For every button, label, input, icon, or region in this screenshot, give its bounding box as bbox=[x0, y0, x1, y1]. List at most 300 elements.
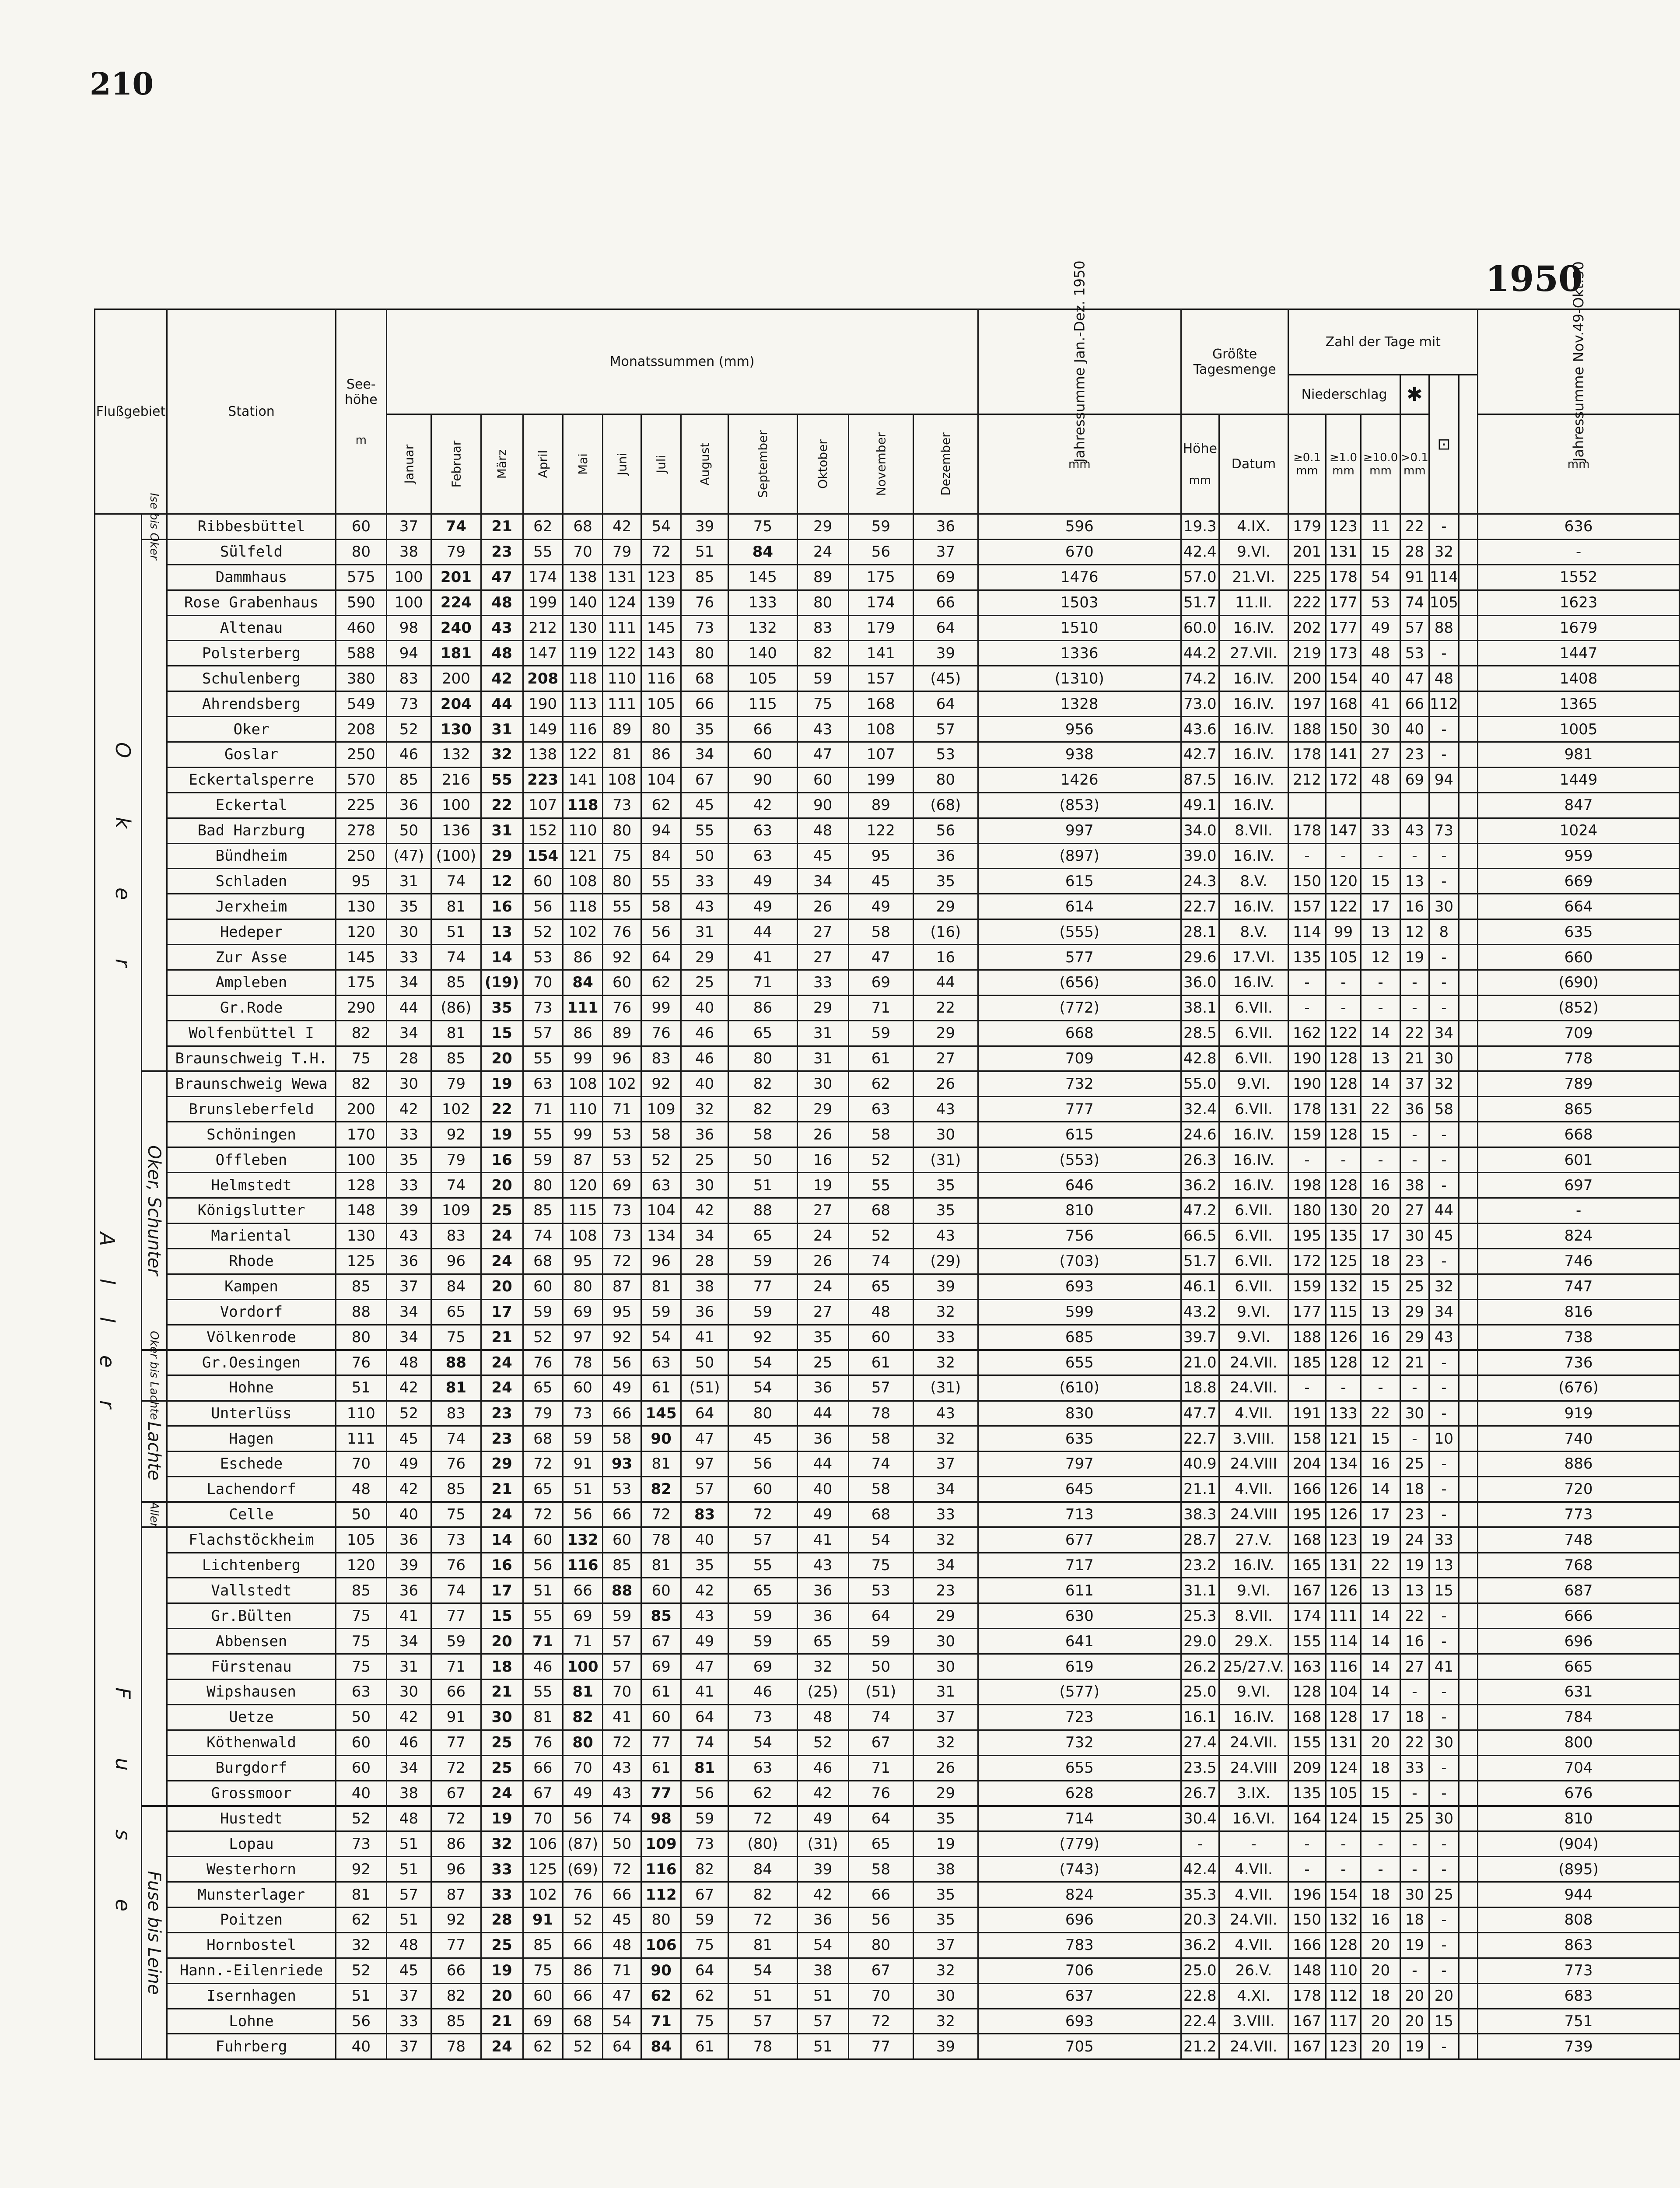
max-daily-date: 9.VI. bbox=[1219, 1299, 1288, 1325]
monthly-value: 87 bbox=[431, 1882, 481, 1907]
monthly-value: 78 bbox=[641, 1527, 681, 1553]
monthly-value: 70 bbox=[523, 970, 563, 996]
day-count: 126 bbox=[1326, 1578, 1361, 1603]
day-count: 17 bbox=[1361, 1704, 1400, 1730]
monthly-value: 57 bbox=[681, 1476, 728, 1502]
elevation: 82 bbox=[336, 1071, 387, 1097]
day-count: - bbox=[1400, 843, 1429, 869]
monthly-value: 25 bbox=[797, 1350, 848, 1375]
monthly-value: 18 bbox=[481, 1654, 523, 1680]
monthly-value: 73 bbox=[603, 1198, 641, 1224]
max-daily-amount: 21.2 bbox=[1181, 2034, 1219, 2059]
monthly-value: 72 bbox=[641, 539, 681, 565]
monthly-value: 16 bbox=[481, 1553, 523, 1578]
monthly-value: 54 bbox=[728, 1350, 798, 1375]
annual-total: 599 bbox=[978, 1299, 1181, 1325]
monthly-value: 23 bbox=[481, 539, 523, 565]
hydro-year-total: 919 bbox=[1478, 1401, 1680, 1426]
monthly-value: 57 bbox=[386, 1882, 431, 1907]
monthly-value: 24 bbox=[797, 1274, 848, 1299]
annual-total: 830 bbox=[978, 1401, 1181, 1426]
monthly-value: 29 bbox=[797, 514, 848, 540]
monthly-value: 45 bbox=[797, 843, 848, 869]
monthly-value: 212 bbox=[523, 615, 563, 641]
monthly-value: 90 bbox=[728, 767, 798, 792]
day-count: 14 bbox=[1361, 1020, 1400, 1046]
monthly-value: 77 bbox=[431, 1932, 481, 1958]
monthly-value: 80 bbox=[797, 590, 848, 615]
monthly-value: 14 bbox=[481, 945, 523, 970]
max-daily-amount: 49.1 bbox=[1181, 792, 1219, 818]
day-count bbox=[1459, 1704, 1477, 1730]
monthly-value: 20 bbox=[481, 1629, 523, 1654]
max-daily-amount: 29.0 bbox=[1181, 1629, 1219, 1654]
monthly-value: 24 bbox=[481, 1781, 523, 1806]
day-count: - bbox=[1429, 1679, 1459, 1704]
monthly-value: 62 bbox=[681, 1983, 728, 2009]
monthly-value: 36 bbox=[386, 1527, 431, 1553]
monthly-value: 32 bbox=[481, 742, 523, 768]
monthly-value: 99 bbox=[641, 995, 681, 1020]
monthly-value: 92 bbox=[603, 945, 641, 970]
day-count bbox=[1459, 641, 1477, 666]
monthly-value: 44 bbox=[797, 1401, 848, 1426]
monthly-value: 51 bbox=[386, 1907, 431, 1932]
hydro-year-total: 669 bbox=[1478, 869, 1680, 894]
annual-total: 696 bbox=[978, 1907, 1181, 1932]
monthly-value: 59 bbox=[728, 1248, 798, 1274]
hydro-year-total: 981 bbox=[1478, 742, 1680, 768]
day-count: - bbox=[1429, 1958, 1459, 1983]
monthly-value: 89 bbox=[797, 565, 848, 590]
monthly-value: 208 bbox=[523, 666, 563, 691]
day-count: 15 bbox=[1429, 2009, 1459, 2034]
monthly-value: 123 bbox=[641, 565, 681, 590]
table-row bbox=[95, 1502, 1680, 1527]
monthly-value: 43 bbox=[797, 1553, 848, 1578]
hydro-year-total: 664 bbox=[1478, 894, 1680, 919]
max-daily-amount: 26.3 bbox=[1181, 1147, 1219, 1173]
monthly-value: 108 bbox=[563, 1223, 602, 1248]
monthly-value: 55 bbox=[728, 1553, 798, 1578]
monthly-value: 115 bbox=[563, 1198, 602, 1224]
monthly-value: 42 bbox=[386, 1375, 431, 1401]
monthly-value: 57 bbox=[523, 1020, 563, 1046]
station-name: Vallstedt bbox=[167, 1578, 336, 1603]
day-count: 197 bbox=[1288, 691, 1326, 717]
monthly-value: 64 bbox=[603, 2034, 641, 2059]
monthly-value: 74 bbox=[431, 1426, 481, 1452]
monthly-value: 49 bbox=[728, 894, 798, 919]
max-daily-amount: 44.2 bbox=[1181, 641, 1219, 666]
monthly-value: 119 bbox=[563, 641, 602, 666]
monthly-value: 107 bbox=[848, 742, 914, 768]
monthly-value: 69 bbox=[523, 2009, 563, 2034]
day-count: 16 bbox=[1400, 1629, 1429, 1654]
table-row bbox=[95, 1046, 1680, 1071]
table-row bbox=[95, 792, 1680, 818]
day-count: 168 bbox=[1288, 1527, 1326, 1553]
hydro-year-total: 666 bbox=[1478, 1603, 1680, 1629]
monthly-value: 33 bbox=[386, 1122, 431, 1147]
day-count: 25 bbox=[1400, 1451, 1429, 1476]
day-count bbox=[1459, 1527, 1477, 1553]
monthly-value: 25 bbox=[481, 1755, 523, 1781]
max-daily-amount: 34.0 bbox=[1181, 818, 1219, 843]
day-count: 116 bbox=[1326, 1654, 1361, 1680]
monthly-value: 66 bbox=[563, 1932, 602, 1958]
monthly-value: 32 bbox=[681, 1097, 728, 1122]
monthly-value: 31 bbox=[386, 869, 431, 894]
monthly-value: 83 bbox=[431, 1223, 481, 1248]
monthly-value: 53 bbox=[603, 1476, 641, 1502]
day-count bbox=[1459, 843, 1477, 869]
monthly-value: 34 bbox=[386, 1299, 431, 1325]
subgroup-cell bbox=[141, 539, 167, 1071]
monthly-value: 53 bbox=[603, 1147, 641, 1173]
max-daily-date: 6.VII. bbox=[1219, 1274, 1288, 1299]
monthly-value: (80) bbox=[728, 1831, 798, 1857]
monthly-value: 179 bbox=[848, 615, 914, 641]
monthly-value: 56 bbox=[728, 1451, 798, 1476]
monthly-value: 67 bbox=[848, 1730, 914, 1755]
hydro-year-total: 687 bbox=[1478, 1578, 1680, 1603]
monthly-value: 64 bbox=[641, 945, 681, 970]
annual-total: 824 bbox=[978, 1882, 1181, 1907]
day-count: - bbox=[1429, 1401, 1459, 1426]
monthly-value: 37 bbox=[914, 1451, 978, 1476]
monthly-value: 63 bbox=[728, 1755, 798, 1781]
monthly-value: 70 bbox=[603, 1679, 641, 1704]
monthly-value: 49 bbox=[681, 1629, 728, 1654]
day-count: - bbox=[1400, 970, 1429, 996]
station-name: Köthenwald bbox=[167, 1730, 336, 1755]
monthly-value: 77 bbox=[641, 1781, 681, 1806]
monthly-value: 60 bbox=[523, 1983, 563, 2009]
table-row bbox=[95, 1629, 1680, 1654]
monthly-value: 31 bbox=[481, 717, 523, 742]
day-count: 22 bbox=[1400, 1603, 1429, 1629]
monthly-value: 25 bbox=[681, 970, 728, 996]
day-count: 201 bbox=[1288, 539, 1326, 565]
day-count bbox=[1459, 1248, 1477, 1274]
monthly-value: 51 bbox=[386, 1831, 431, 1857]
monthly-value: (51) bbox=[848, 1679, 914, 1704]
monthly-value: 136 bbox=[431, 818, 481, 843]
day-count: 13 bbox=[1361, 1299, 1400, 1325]
day-count: 15 bbox=[1361, 1426, 1400, 1452]
page-number: 210 bbox=[90, 66, 154, 102]
day-count: 112 bbox=[1429, 691, 1459, 717]
day-count: - bbox=[1429, 869, 1459, 894]
monthly-value: 69 bbox=[641, 1654, 681, 1680]
monthly-value: 71 bbox=[563, 1629, 602, 1654]
monthly-value: 65 bbox=[431, 1299, 481, 1325]
day-count: - bbox=[1429, 1857, 1459, 1882]
day-count: 20 bbox=[1361, 1958, 1400, 1983]
day-count: 128 bbox=[1326, 1071, 1361, 1097]
header-month-feb: Februar bbox=[431, 414, 481, 514]
max-daily-date: 6.VII. bbox=[1219, 995, 1288, 1020]
monthly-value: 31 bbox=[797, 1020, 848, 1046]
monthly-value: (29) bbox=[914, 1248, 978, 1274]
day-count bbox=[1459, 1299, 1477, 1325]
table-row bbox=[95, 1679, 1680, 1704]
day-count bbox=[1459, 1451, 1477, 1476]
day-count: 19 bbox=[1361, 1527, 1400, 1553]
max-daily-amount: 36.0 bbox=[1181, 970, 1219, 996]
monthly-value: 59 bbox=[797, 666, 848, 691]
day-count: 180 bbox=[1288, 1198, 1326, 1224]
monthly-value: 109 bbox=[641, 1831, 681, 1857]
monthly-value: 48 bbox=[386, 1932, 431, 1958]
monthly-value: 62 bbox=[523, 514, 563, 540]
day-count bbox=[1459, 1375, 1477, 1401]
monthly-value: 51 bbox=[523, 1578, 563, 1603]
elevation: 95 bbox=[336, 869, 387, 894]
day-count: - bbox=[1400, 1122, 1429, 1147]
monthly-value: 95 bbox=[848, 843, 914, 869]
monthly-value: 37 bbox=[386, 2034, 431, 2059]
annual-total: 685 bbox=[978, 1325, 1181, 1350]
annual-total: 646 bbox=[978, 1173, 1181, 1198]
monthly-value: 72 bbox=[603, 1730, 641, 1755]
monthly-value: 152 bbox=[523, 818, 563, 843]
day-count: 27 bbox=[1400, 1654, 1429, 1680]
monthly-value: 33 bbox=[386, 2009, 431, 2034]
monthly-value: 80 bbox=[681, 641, 728, 666]
max-daily-amount: 22.7 bbox=[1181, 894, 1219, 919]
monthly-value: 75 bbox=[603, 843, 641, 869]
monthly-value: 132 bbox=[728, 615, 798, 641]
max-daily-date: 24.VII. bbox=[1219, 1350, 1288, 1375]
monthly-value: 81 bbox=[523, 1704, 563, 1730]
annual-total: (779) bbox=[978, 1831, 1181, 1857]
monthly-value: 71 bbox=[848, 995, 914, 1020]
monthly-value: 54 bbox=[728, 1958, 798, 1983]
day-count: 120 bbox=[1326, 869, 1361, 894]
monthly-value: 73 bbox=[603, 1223, 641, 1248]
day-count bbox=[1326, 792, 1361, 818]
hydro-year-total: 1552 bbox=[1478, 565, 1680, 590]
annual-total: 713 bbox=[978, 1502, 1181, 1527]
day-count: 88 bbox=[1429, 615, 1459, 641]
monthly-value: 24 bbox=[797, 539, 848, 565]
max-daily-amount: 27.4 bbox=[1181, 1730, 1219, 1755]
elevation: 145 bbox=[336, 945, 387, 970]
annual-total: 1510 bbox=[978, 615, 1181, 641]
monthly-value: 34 bbox=[797, 869, 848, 894]
monthly-value: 34 bbox=[681, 742, 728, 768]
monthly-value: 75 bbox=[681, 2009, 728, 2034]
monthly-value: 72 bbox=[431, 1806, 481, 1831]
monthly-value: 17 bbox=[481, 1299, 523, 1325]
annual-total: (610) bbox=[978, 1375, 1181, 1401]
annual-total: (772) bbox=[978, 995, 1181, 1020]
day-count: 58 bbox=[1429, 1097, 1459, 1122]
station-name: Isernhagen bbox=[167, 1983, 336, 2009]
day-count: - bbox=[1361, 1831, 1400, 1857]
table-row bbox=[95, 717, 1680, 742]
monthly-value: 82 bbox=[728, 1097, 798, 1122]
annual-total: 614 bbox=[978, 894, 1181, 919]
monthly-value: 52 bbox=[797, 1730, 848, 1755]
monthly-value: 76 bbox=[603, 919, 641, 945]
elevation: 73 bbox=[336, 1831, 387, 1857]
monthly-value: 33 bbox=[481, 1857, 523, 1882]
station-name: Lachendorf bbox=[167, 1476, 336, 1502]
monthly-value: 58 bbox=[848, 1122, 914, 1147]
monthly-value: 111 bbox=[563, 995, 602, 1020]
monthly-value: 118 bbox=[563, 792, 602, 818]
annual-total: 611 bbox=[978, 1578, 1181, 1603]
day-count: 30 bbox=[1400, 1223, 1429, 1248]
monthly-value: 66 bbox=[431, 1958, 481, 1983]
hydro-year-total: 696 bbox=[1478, 1629, 1680, 1654]
hydro-year-total: 636 bbox=[1478, 514, 1680, 540]
header-jahressumme2-unit: mm bbox=[1478, 414, 1680, 514]
monthly-value: 16 bbox=[481, 894, 523, 919]
day-count: 114 bbox=[1288, 919, 1326, 945]
station-name: Celle bbox=[167, 1502, 336, 1527]
station-name: Fuhrberg bbox=[167, 2034, 336, 2059]
page-year: 1950 bbox=[1485, 258, 1583, 299]
monthly-value: 38 bbox=[914, 1857, 978, 1882]
elevation: 85 bbox=[336, 1578, 387, 1603]
table-row bbox=[95, 615, 1680, 641]
monthly-value: 57 bbox=[728, 1527, 798, 1553]
monthly-value: 60 bbox=[848, 1325, 914, 1350]
station-name: Fürstenau bbox=[167, 1654, 336, 1680]
monthly-value: 60 bbox=[603, 970, 641, 996]
table-row bbox=[95, 1831, 1680, 1857]
max-daily-date: 9.VI. bbox=[1219, 1679, 1288, 1704]
monthly-value: 87 bbox=[563, 1147, 602, 1173]
monthly-value: 69 bbox=[563, 1299, 602, 1325]
monthly-value: 53 bbox=[603, 1122, 641, 1147]
monthly-value: 46 bbox=[681, 1020, 728, 1046]
monthly-value: 69 bbox=[914, 565, 978, 590]
max-daily-date: 6.VII. bbox=[1219, 1248, 1288, 1274]
monthly-value: 37 bbox=[386, 1274, 431, 1299]
max-daily-date: 4.VII. bbox=[1219, 1882, 1288, 1907]
monthly-value: 68 bbox=[523, 1426, 563, 1452]
max-daily-amount: 28.7 bbox=[1181, 1527, 1219, 1553]
day-count: 22 bbox=[1361, 1097, 1400, 1122]
monthly-value: 74 bbox=[848, 1704, 914, 1730]
elevation: 75 bbox=[336, 1603, 387, 1629]
elevation: 81 bbox=[336, 1882, 387, 1907]
monthly-value: 61 bbox=[641, 1375, 681, 1401]
day-count: - bbox=[1400, 1375, 1429, 1401]
monthly-value: 82 bbox=[728, 1882, 798, 1907]
monthly-value: 35 bbox=[914, 869, 978, 894]
monthly-value: 104 bbox=[641, 767, 681, 792]
station-name: Lopau bbox=[167, 1831, 336, 1857]
monthly-value: 43 bbox=[386, 1223, 431, 1248]
monthly-value: 78 bbox=[728, 2034, 798, 2059]
monthly-value: 55 bbox=[523, 539, 563, 565]
monthly-value: 86 bbox=[563, 1020, 602, 1046]
day-count bbox=[1459, 1578, 1477, 1603]
elevation: 85 bbox=[336, 1274, 387, 1299]
day-count: - bbox=[1429, 1781, 1459, 1806]
monthly-value: 19 bbox=[914, 1831, 978, 1857]
monthly-value: 30 bbox=[481, 1704, 523, 1730]
monthly-value: 59 bbox=[523, 1147, 563, 1173]
day-count: 117 bbox=[1326, 2009, 1361, 2034]
monthly-value: 53 bbox=[848, 1578, 914, 1603]
day-count: 164 bbox=[1288, 1806, 1326, 1831]
max-daily-amount: 39.0 bbox=[1181, 843, 1219, 869]
station-name: Lohne bbox=[167, 2009, 336, 2034]
monthly-value: 21 bbox=[481, 1679, 523, 1704]
day-count: 53 bbox=[1361, 590, 1400, 615]
subgroup-label: Lachte bbox=[144, 1422, 164, 1481]
monthly-value: 30 bbox=[386, 919, 431, 945]
max-daily-amount: 22.4 bbox=[1181, 2009, 1219, 2034]
monthly-value: 66 bbox=[603, 1401, 641, 1426]
monthly-value: 92 bbox=[431, 1122, 481, 1147]
day-count: - bbox=[1429, 1502, 1459, 1527]
monthly-value: 29 bbox=[797, 995, 848, 1020]
table-row bbox=[95, 1173, 1680, 1198]
monthly-value: 50 bbox=[386, 818, 431, 843]
max-daily-date: 24.VIII bbox=[1219, 1755, 1288, 1781]
monthly-value: 25 bbox=[681, 1147, 728, 1173]
river-aller-cell bbox=[95, 514, 142, 2059]
table-row bbox=[95, 1527, 1680, 1553]
monthly-value: 63 bbox=[728, 818, 798, 843]
monthly-value: 107 bbox=[523, 792, 563, 818]
hydro-year-total: 660 bbox=[1478, 945, 1680, 970]
monthly-value: 145 bbox=[641, 1401, 681, 1426]
day-count: 114 bbox=[1326, 1629, 1361, 1654]
river-oker-label: O k e r bbox=[111, 742, 135, 993]
monthly-value: 57 bbox=[603, 1629, 641, 1654]
monthly-value: 71 bbox=[523, 1629, 563, 1654]
monthly-value: 100 bbox=[563, 1654, 602, 1680]
monthly-value: 65 bbox=[848, 1831, 914, 1857]
max-daily-date: 16.IV. bbox=[1219, 1173, 1288, 1198]
hydro-year-total: 816 bbox=[1478, 1299, 1680, 1325]
table-row bbox=[95, 1907, 1680, 1932]
day-count: 178 bbox=[1288, 742, 1326, 768]
monthly-value: 82 bbox=[681, 1857, 728, 1882]
annual-total: 628 bbox=[978, 1781, 1181, 1806]
hydro-year-total: 635 bbox=[1478, 919, 1680, 945]
monthly-value: 85 bbox=[431, 2009, 481, 2034]
monthly-value: 110 bbox=[563, 1097, 602, 1122]
monthly-value: 75 bbox=[523, 1958, 563, 1983]
monthly-value: 52 bbox=[563, 2034, 602, 2059]
monthly-value: 81 bbox=[728, 1932, 798, 1958]
monthly-value: 92 bbox=[603, 1325, 641, 1350]
monthly-value: 72 bbox=[728, 1502, 798, 1527]
monthly-value: 93 bbox=[603, 1451, 641, 1476]
day-count: 222 bbox=[1288, 590, 1326, 615]
hydro-year-total: 1623 bbox=[1478, 590, 1680, 615]
table-row bbox=[95, 1401, 1680, 1426]
monthly-value: 59 bbox=[641, 1299, 681, 1325]
monthly-value: 200 bbox=[431, 666, 481, 691]
elevation: 250 bbox=[336, 742, 387, 768]
station-name: Zur Asse bbox=[167, 945, 336, 970]
monthly-value: 77 bbox=[848, 2034, 914, 2059]
day-count: 128 bbox=[1326, 1932, 1361, 1958]
monthly-value: 88 bbox=[431, 1350, 481, 1375]
monthly-value: 65 bbox=[523, 1476, 563, 1502]
